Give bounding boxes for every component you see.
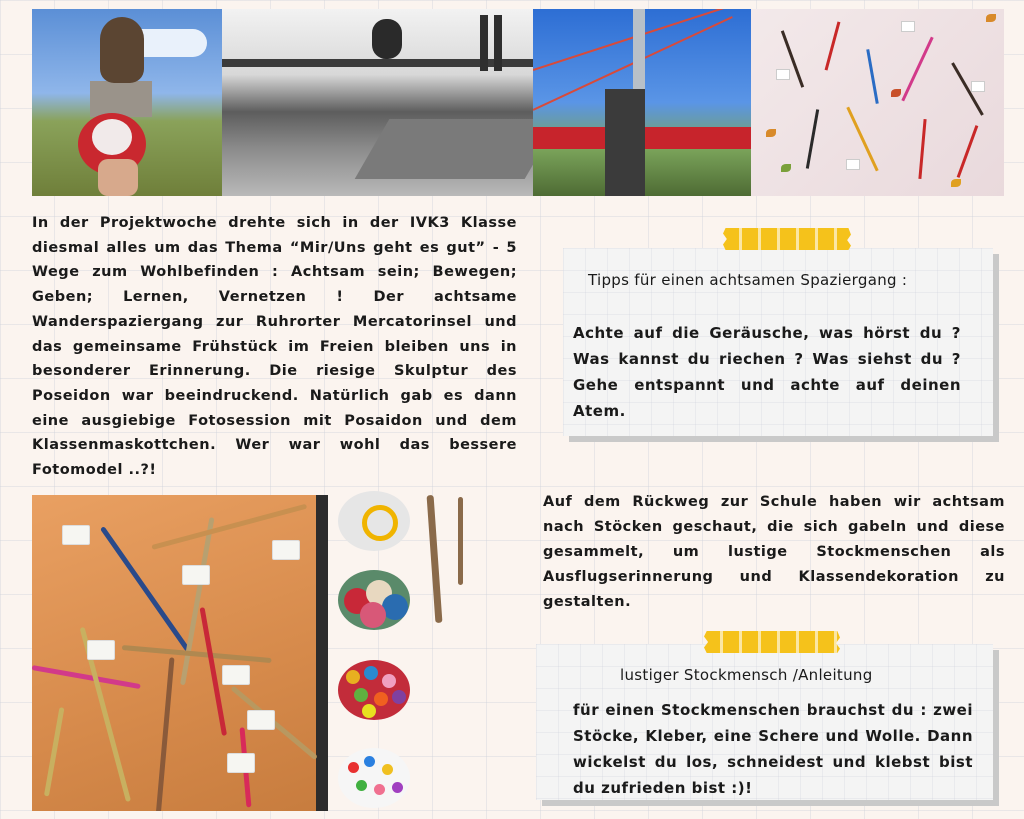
- tips-body: Achte auf die Geräusche, was hörst du ? Was kannst du riechen ? Was siehst du ? Gehe entspannt und achte auf deinen Atem.: [573, 324, 961, 420]
- photo-scissors: [338, 491, 410, 551]
- tips-title: Tipps für einen achtsamen Spaziergang :: [588, 271, 908, 289]
- branch-photo-1: [427, 495, 443, 623]
- tape-decoration: [704, 631, 840, 653]
- photo-yarn: [338, 570, 410, 630]
- photo-red-bridge: [533, 9, 751, 196]
- photo-pompoms: [338, 748, 410, 808]
- guide-title: lustiger Stockmensch /Anleitung: [620, 666, 873, 684]
- photo-bridge-bw: [222, 9, 533, 196]
- photo-sculpture-mascot: [32, 9, 222, 196]
- branch-photo-2: [458, 497, 463, 585]
- tape-decoration: [723, 228, 851, 250]
- return-paragraph: Auf dem Rückweg zur Schule haben wir achtsam nach Stöcken geschaut, die sich gabeln und diese gesammelt, um lustige Stockmenschen als Ausflugserinnerung und Klassendekoration zu gestalten.: [543, 494, 1005, 610]
- intro-paragraph: In der Projektwoche drehte sich in der IVK3 Klasse diesmal alles um das Thema “Mir/Uns geht es gut” - 5 Wege zum Wohlbefinden : Achtsam sein; Bewegen; Geben; Lernen, Vernetzen ! Der achtsame Wanderspaziergang zur Ruhrorter Mercatorinsel und das gemeinsame Frühstück im Freien bleiben uns in besonderer Erinnerung. Die riesige Skulptur des Poseidon war beeindruckend. Natürlich gab es dann eine ausgiebige Fotosession mit Posaidon und dem Klassenmaskottchen. Wer war wohl das bessere Fotomodel ..?!: [32, 215, 517, 479]
- photo-buttons: [338, 660, 410, 720]
- photo-stick-figures-table: [32, 495, 328, 811]
- guide-body: für einen Stockmenschen brauchst du : zwei Stöcke, Kleber, eine Schere und Wolle. Dann wickelst du los, schneidest und klebst bist du zufrieden bist :)!: [573, 701, 973, 797]
- photo-stick-figures-wall: [751, 9, 1004, 196]
